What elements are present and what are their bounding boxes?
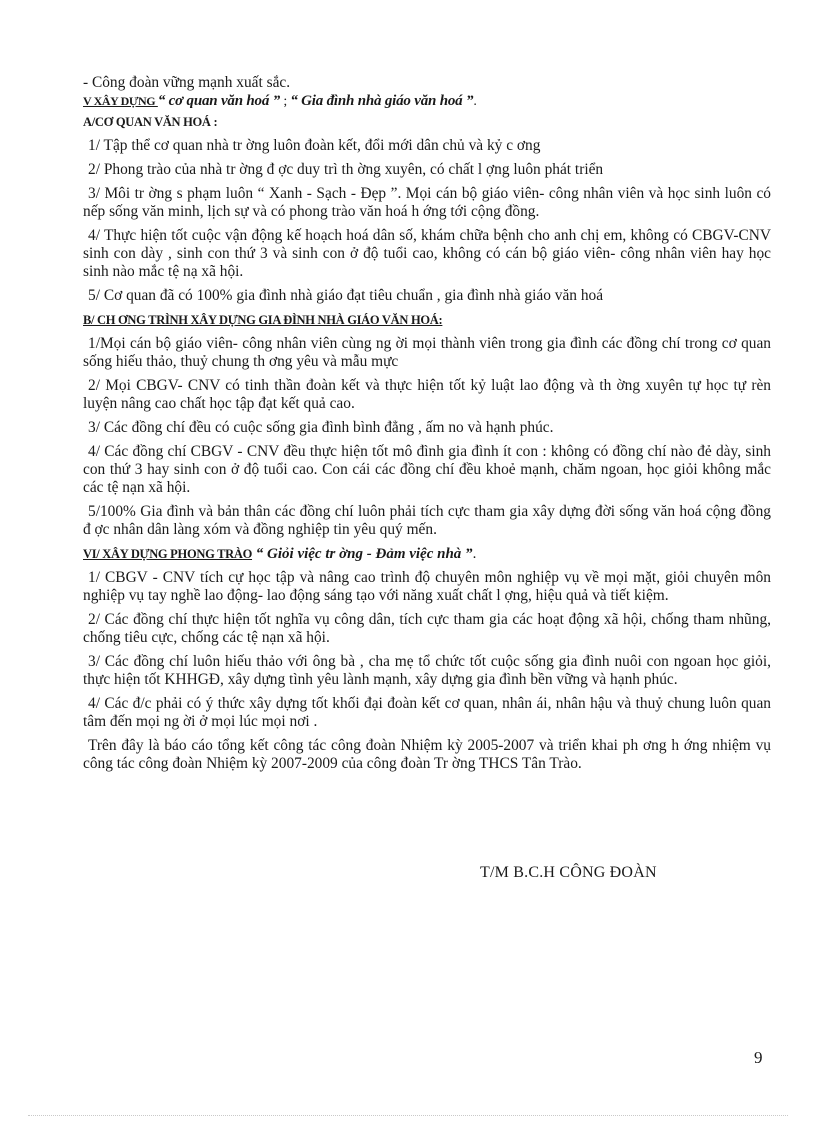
- section-v-end: .: [473, 94, 477, 109]
- section-a-heading: A/CƠ QUAN VĂN HOÁ :: [83, 115, 218, 129]
- section-vi-item-2: 2/ Các đồng chí thực hiện tốt nghĩa vụ công dân, tích cực tham gia các hoạt động xã hội, chống tham nhũng, chống tiêu cực, chống các tệ nạn xã hội.: [83, 611, 771, 646]
- page-bottom-divider: [28, 1115, 788, 1116]
- section-b-item-5: 5/100% Gia đình và bản thân các đồng chí luôn phải tích cực tham gia xây dựng đời sống văn hoá cộng đồng đ ợc nhân dân làng xóm và đồng nghiệp tin yêu quý mến.: [83, 503, 771, 538]
- section-a-item-3: 3/ Môi tr ờng s phạm luôn “ Xanh - Sạch - Đẹp ”. Mọi cán bộ giáo viên- công nhân viên và học sinh luôn có nếp sống văn minh, lịch sự và có phong trào văn hoá h ớng tới cộng đồng.: [83, 185, 771, 220]
- section-v-quote2: “ Gia đình nhà giáo văn hoá ”: [290, 93, 474, 109]
- section-v-sep: ;: [280, 94, 291, 109]
- section-vi-item-1: 1/ CBGV - CNV tích cự học tập và nâng cao trình độ chuyên môn nghiệp vụ về mọi mặt, giỏi chuyên môn nghiệp vụ tay nghề lao động- lao động sáng tạo với năng xuất chất l ợng, hiệu quả và tiết kiệm.: [83, 569, 771, 604]
- section-v-heading: [83, 92, 771, 111]
- section-vi-item-4: 4/ Các đ/c phải có ý thức xây dựng tốt khối đại đoàn kết cơ quan, nhân ái, nhân hậu và thuỷ chung luôn quan tâm đến mọi ng ời ở mọi lúc mọi nơi .: [83, 695, 771, 730]
- signature-line: T/M B.C.H CÔNG ĐOÀN: [480, 864, 657, 881]
- closing-paragraph: Trên đây là báo cáo tổng kết công tác công đoàn Nhiệm kỳ 2005-2007 và triển khai ph ơng h ớng nhiệm vụ công tác công đoàn Nhiệm kỳ 2007-2009 của công đoàn Tr ờng THCS Tân Trào.: [83, 737, 771, 772]
- section-b-heading: B/ CH ƠNG TRÌNH XÂY DỰNG GIA ĐÌNH NHÀ GIÁO VĂN HOÁ:: [83, 313, 443, 327]
- section-a-item-5: 5/ Cơ quan đã có 100% gia đình nhà giáo đạt tiêu chuẩn , gia đình nhà giáo văn hoá: [88, 287, 604, 304]
- section-b-item-2: 2/ Mọi CBGV- CNV có tinh thần đoàn kết và thực hiện tốt kỷ luật lao động và th ờng xuyên tự học tự rèn luyện nâng cao chất học tập đạt kết quả cao.: [83, 377, 771, 412]
- section-b-item-3: 3/ Các đồng chí đều có cuộc sống gia đình bình đẳng , ấm no và hạnh phúc.: [88, 419, 554, 436]
- section-vi-label: VI/ XÂY DỰNG PHONG TRÀO: [83, 547, 253, 561]
- section-vi-heading: [83, 545, 771, 563]
- section-vi-end: .: [472, 546, 477, 562]
- section-vi-quote: “ Giỏi việc tr ờng - Đảm việc nhà ”: [252, 546, 473, 562]
- page-number: 9: [754, 1048, 763, 1067]
- intro-line: - Công đoàn vững mạnh xuất sắc.: [83, 74, 291, 91]
- document-body: [83, 74, 771, 779]
- section-v-label: V XÂY DỰNG: [83, 94, 158, 108]
- section-b-item-1: 1/Mọi cán bộ giáo viên- công nhân viên cùng ng ời mọi thành viên trong gia đình các đồng chí trong cơ quan sống hiếu thảo, thuỷ chung th ơng yêu và mẫu mực: [83, 335, 771, 370]
- section-vi-item-3: 3/ Các đồng chí luôn hiếu thảo với ông bà , cha mẹ tổ chức tốt cuộc sống gia đình nuôi con ngoan học giỏi, thực hiện tốt KHHGĐ, xây dựng tình yêu lành mạnh, xây dựng gia đình bền vững và hạnh phúc.: [83, 653, 771, 688]
- section-b-item-4: 4/ Các đồng chí CBGV - CNV đều thực hiện tốt mô đình gia đình ít con : không có đồng chí nào đẻ dày, sinh con thứ 3 hay sinh con ở độ tuổi cao. Con cái các đồng chí đều khoẻ mạnh, chăm ngoan, học giỏi không mắc các tệ nạn xã hội.: [83, 443, 771, 496]
- section-a-item-2: 2/ Phong trào của nhà tr ờng đ ợc duy trì th ờng xuyên, có chất l ợng luôn phát triển: [88, 161, 604, 178]
- section-a-item-4: 4/ Thực hiện tốt cuộc vận động kế hoạch hoá dân số, khám chữa bệnh cho anh chị em, không có CBGV-CNV sinh con dày , sinh con thứ 3 và sinh con ở độ tuổi cao, không có cán bộ giáo viên- công nhân viên hay học sinh nào mắc tệ nạ xã hội.: [83, 227, 771, 280]
- section-v-quote1: “ cơ quan văn hoá ”: [157, 93, 281, 109]
- section-a-item-1: 1/ Tập thể cơ quan nhà tr ờng luôn đoàn kết, đổi mới dân chủ và kỷ c ơng: [88, 137, 541, 154]
